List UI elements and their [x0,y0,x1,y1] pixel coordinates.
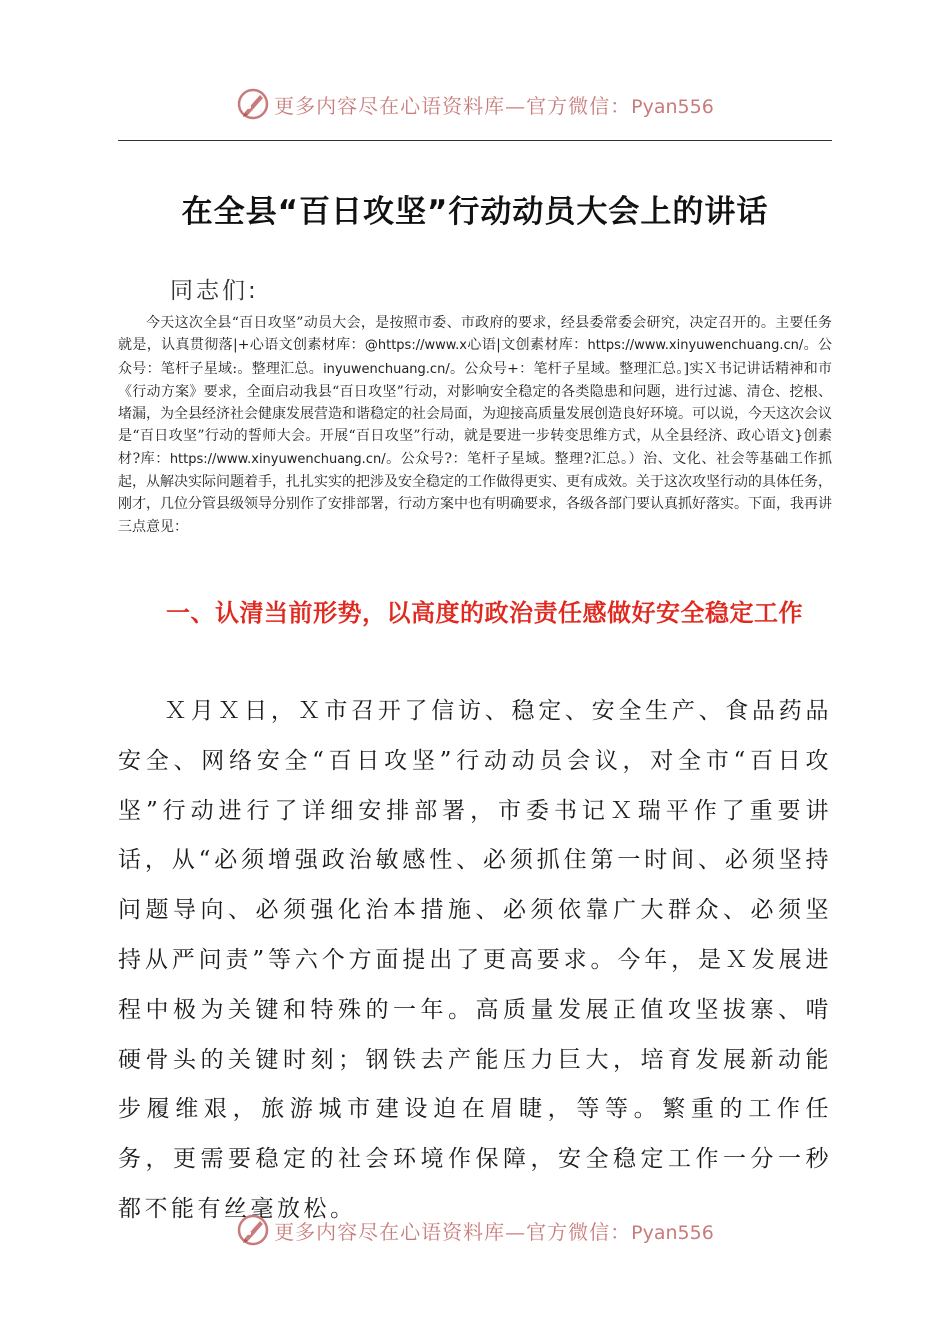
footer-banner-text [274,1216,714,1245]
section1-heading: 一、认清当前形势，以高度的政治责任感做好安全稳定工作 [166,599,803,627]
intro-part5: 。公众号?：笔杆子星域。整理?汇总。）治、文化、社会等基础工作抓起，从解决实际问题着手，扎扎实实的把涉及安全稳定的工作做得更实、更有成效。关于这次攻坚行动的具体任务，刚才，几位分管县级领导分别作了安排部署，行动方案中也有明确要求，各级各部门要认真抓好落实。下面，我再讲三点意见： [118,450,832,535]
footer-banner [0,1210,950,1250]
salutation: 同志们: [170,278,259,304]
header-banner-text [274,90,714,119]
header-banner-brand: Pyan556 [631,95,714,118]
intro-url3: inyuwenchuang.cn/ [323,361,450,377]
footer-banner-label: 更多内容尽在心语资料库—官方微信： [274,1219,632,1244]
footer-banner-brand: Pyan556 [631,1221,714,1244]
intro-url4: https://www.xinyuwenchuang.cn/ [169,451,386,467]
intro-part3: 。公众号：笔杆子星域:。整理汇总。 [118,337,833,377]
header-divider [118,140,832,141]
intro-part4: 。公众号+：笔杆子星域。整理汇总。]实Ｘ书记讲话精神和市《行动方案》要求，全面启动我县“百日攻坚”行动，对影响安全稳定的各类隐患和问题，进行过滤、清仓、挖根、堵漏，为全县经济社会健康发展营造和谐稳定的社会局面，为迎接高质量发展创造良好环境。可以说，今天这次会议是“百日攻坚”行动的誓师大会。开展“百日攻坚”行动，就是要进一步转变思维方式，从全县经济、政心语文}创素材?库： [118,360,832,467]
header-banner-label: 更多内容尽在心语资料库—官方微信： [274,93,632,118]
intro-url1: @https://www.x [364,338,467,354]
document-title: 在全县“百日攻坚”行动动员大会上的讲话 [181,194,769,230]
pen-logo-icon [236,87,270,121]
intro-paragraph [118,312,832,538]
intro-part2: 心语|文创素材库： [467,337,588,354]
intro-url2: https://www.xinyuwenchuang.cn/ [587,338,804,354]
pen-logo-icon [236,1213,270,1247]
section1-body: Ｘ月Ｘ日，Ｘ市召开了信访、稳定、安全生产、食品药品安全、网络安全“百日攻坚”行动动员会议，对全市“百日攻坚”行动进行了详细安排部署，市委书记Ｘ瑞平作了重要讲话，从“必须增强政治敏感性、必须抓住第一时间、必须坚持问题导向、必须强化治本措施、必须依靠广大群众、必须坚持从严问责”等六个方面提出了更高要求。今年，是Ｘ发展进程中极为关键和特殊的一年。高质量发展正值攻坚拔寨、啃硬骨头的关键时刻；钢铁去产能压力巨大，培育发展新动能步履维艰，旅游城市建设迫在眉睫，等等。繁重的工作任务，更需要稳定的社会环境作保障，安全稳定工作一分一秒都不能有丝毫放松。 [118,698,832,1222]
intro-part1: 今天这次全县“百日攻坚”动员大会，是按照市委、市政府的要求，经县委常委会研究，决定召开的。主要任务就是，认真贯彻落|+心语文创素材库： [118,315,832,354]
header-banner [0,84,950,124]
